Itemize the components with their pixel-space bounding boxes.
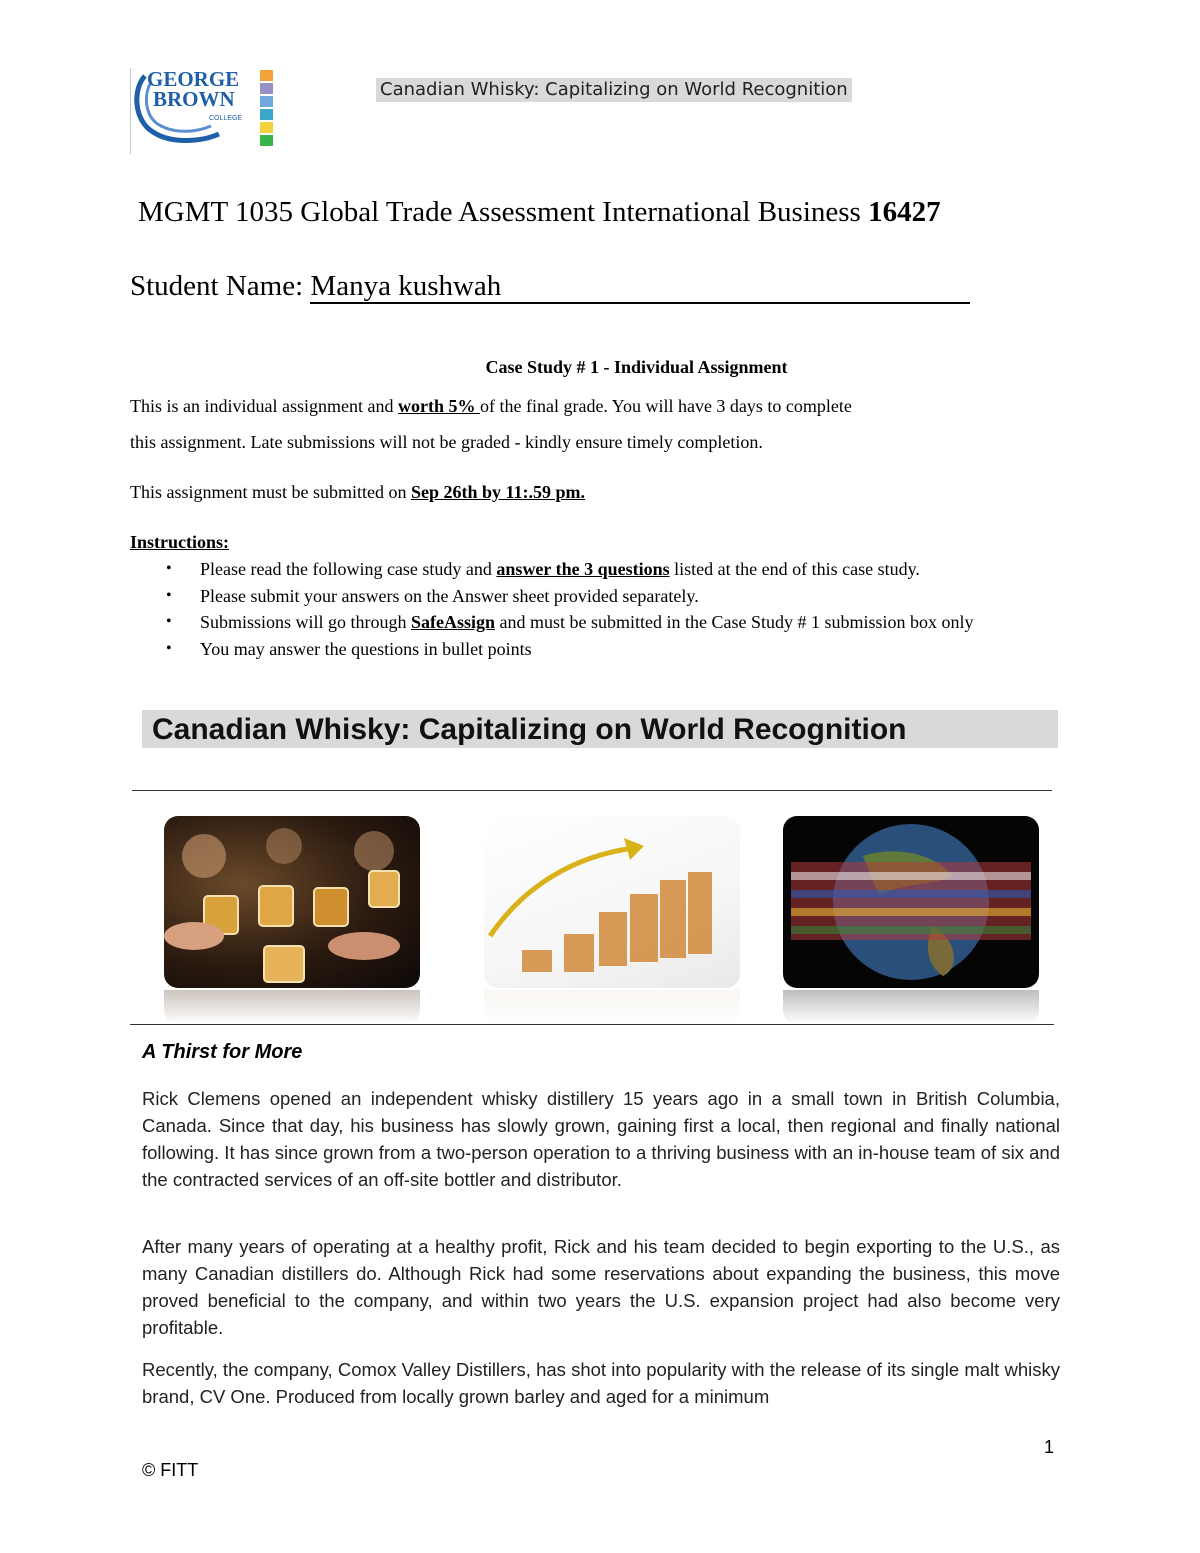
- course-title-text: MGMT 1035 Global Trade Assessment International Business: [138, 196, 869, 228]
- case-paragraph-2: After many years of operating at a healthy profit, Rick and his team decided to begin exporting to the U.S., as many Canadian distillers do. Although Rick had some reservations about expanding the business, this move proved beneficial to the company, and within two years the U.S. expansion project had also become very profitable.: [142, 1236, 1060, 1338]
- world-flags-image: [783, 816, 1039, 988]
- instructions-label: Instructions:: [130, 532, 230, 552]
- student-name-value: Manya kushwah: [310, 270, 970, 304]
- whisky-toast-image: [164, 816, 420, 988]
- course-title: [138, 196, 941, 229]
- logo-text-college: COLLEGE: [209, 115, 243, 122]
- late-submission-paragraph: this assignment. Late submissions will not be graded - kindly ensure timely completion.: [130, 432, 763, 452]
- instruction-text: Please submit your answers on the Answer sheet provided separately.: [200, 585, 699, 606]
- bullet-icon: •: [166, 586, 172, 604]
- bullet-icon: •: [166, 613, 172, 630]
- assignment-weight-paragraph: [130, 396, 852, 417]
- growth-chart-image: [484, 816, 740, 988]
- logo-text-george: GEORGE: [147, 68, 240, 91]
- instruction-text: Please read the following case study and: [200, 559, 497, 579]
- instruction-emphasis: SafeAssign: [411, 612, 496, 632]
- instruction-item: [160, 583, 974, 610]
- section-heading: A Thirst for More: [142, 1041, 303, 1063]
- college-logo: [130, 68, 276, 154]
- instruction-text: You may answer the questions in bullet points: [200, 638, 532, 659]
- student-name-label: Student Name:: [130, 270, 311, 302]
- due-date-paragraph: [130, 482, 585, 503]
- instruction-text: Submissions will go through: [200, 612, 412, 632]
- image-reflection: [164, 990, 420, 1024]
- case-paragraph-3: Recently, the company, Comox Valley Distillers, has shot into popularity with the release of its single malt whisky brand, CV One. Produced from locally grown barley and aged for a minimum: [142, 1359, 1060, 1407]
- image-reflection: [783, 990, 1039, 1024]
- bullet-icon: •: [166, 639, 172, 657]
- footer-copyright: © FITT: [142, 1460, 199, 1480]
- divider: [132, 790, 1052, 791]
- instruction-text: listed at the end of this case study.: [669, 559, 920, 579]
- running-header-title: Canadian Whisky: Capitalizing on World Recognition: [376, 78, 852, 102]
- student-name-row: [130, 270, 970, 304]
- assignment-title: Case Study # 1 - Individual Assignment: [485, 357, 788, 377]
- instruction-emphasis: answer the 3 questions: [496, 559, 670, 579]
- weight-text-pre: This is an individual assignment and: [130, 396, 398, 416]
- case-paragraph-1: Rick Clemens opened an independent whisky distillery 15 years ago in a small town in British Columbia, Canada. Since that day, his business has slowly grown, gaining first a local, then regional and finally national following. It has since grown from a two-person operation to a thriving business with an in-house team of six and the contracted services of an off-site bottler and distributor.: [142, 1088, 1060, 1190]
- case-banner: [142, 710, 1058, 748]
- case-banner-title: Canadian Whisky: Capitalizing on World Recognition: [152, 713, 907, 746]
- logo-text-brown: BROWN: [153, 87, 235, 111]
- instruction-item: [160, 609, 974, 636]
- due-date-text: This assignment must be submitted on: [130, 482, 411, 502]
- divider: [130, 1024, 1054, 1025]
- weight-text-post: of the final grade. You will have 3 days to complete: [479, 396, 852, 416]
- course-code: 16427: [868, 196, 941, 228]
- instructions-list: [160, 556, 974, 662]
- page-number: 1: [1044, 1437, 1055, 1457]
- due-date-value: Sep 26th by 11:.59 pm.: [411, 482, 586, 502]
- image-reflection: [484, 990, 740, 1024]
- instruction-item: [160, 636, 974, 663]
- instruction-text: and must be submitted in the Case Study # 1 submission box only: [495, 612, 974, 632]
- weight-value: worth 5%: [397, 396, 480, 416]
- bullet-icon: •: [166, 560, 172, 577]
- instruction-item: [160, 556, 974, 583]
